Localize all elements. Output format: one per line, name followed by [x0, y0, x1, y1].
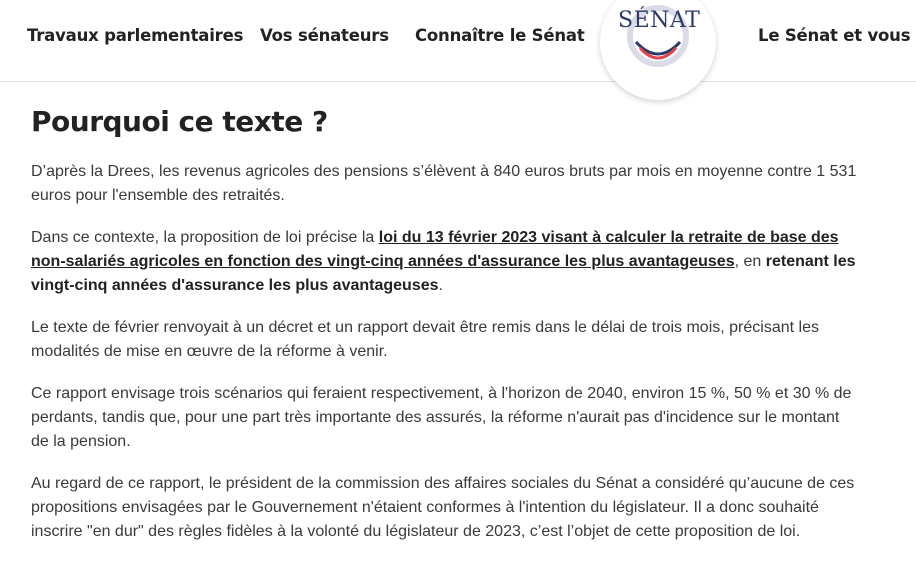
site-header: [0, 0, 916, 82]
paragraph-scenarios: Ce rapport envisage trois scénarios qui feraient respectivement, à l'horizon de 2040, environ 15 %, 50 % et 30 % de perdants, tandis que, pour une part très importante des assurés, la réforme n'aurait pas d'incidence sur le montant de la pension.: [31, 385, 852, 450]
senat-logo[interactable]: [600, 0, 716, 100]
paragraph-commission: Au regard de ce rapport, le président de la commission des affaires sociales du Sénat a considéré qu’aucune de ces propositions envisagées par le Gouvernement n'étaient conformes à l'intention du législateur. Il a donc souhaité inscrire "en dur" des règles fidèles à la volonté du législateur de 2023, c’est l’objet de cette proposition de loi.: [31, 475, 855, 540]
paragraph-context-intro: Dans ce contexte, la proposition de loi précise la: [31, 229, 379, 246]
article-content: [31, 104, 861, 562]
page-title: Pourquoi ce texte ?: [31, 105, 328, 138]
nav-travaux-parlementaires[interactable]: Travaux parlementaires: [27, 26, 244, 45]
paragraph-drees: D’après la Drees, les revenus agricoles des pensions s’élèvent à 840 euros bruts par mois en moyenne contre 1 531 euros pour l'ensemble des retraités.: [31, 163, 857, 204]
nav-vos-senateurs[interactable]: Vos sénateurs: [260, 26, 389, 45]
law-link[interactable]: loi du 13 février 2023 visant à calculer la retraite de base des non-salariés agricoles en fonction des vingt-cinq années d'assurance les plus avantageuses: [31, 229, 839, 270]
paragraph-context: [31, 226, 861, 298]
paragraph-decree: Le texte de février renvoyait à un décret et un rapport devait être remis dans le délai de trois mois, précisant les modalités de mise en œuvre de la réforme à venir.: [31, 319, 819, 360]
logo-wordmark: SÉNAT: [618, 8, 701, 33]
nav-le-senat-et-vous[interactable]: Le Sénat et vous: [758, 26, 911, 45]
paragraph-context-end: .: [438, 277, 443, 294]
paragraph-context-emphasis: retenant les vingt-cinq années d'assurance les plus avantageuses: [31, 253, 856, 294]
paragraph-context-middle: , en: [734, 253, 766, 270]
nav-connaitre-le-senat[interactable]: Connaître le Sénat: [415, 26, 585, 45]
